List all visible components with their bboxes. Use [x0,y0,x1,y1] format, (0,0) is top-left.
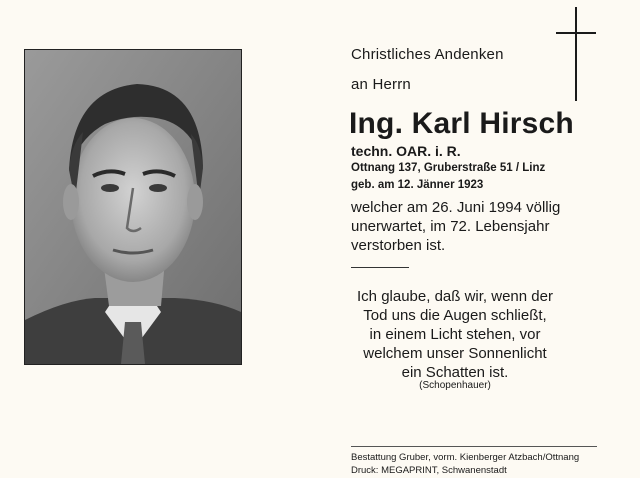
intro-line-2: an Herrn [351,76,411,93]
divider [351,267,409,268]
quote-line: in einem Licht stehen, vor [369,326,541,343]
portrait-image [25,50,241,364]
quote-author: (Schopenhauer) [419,380,491,391]
quote-line: Tod uns die Augen schließt, [363,307,547,324]
print-credit: Druck: MEGAPRINT, Schwanenstadt [351,465,507,476]
cross-vertical-bar [575,7,577,101]
cross-horizontal-bar [556,32,596,34]
death-notice [351,198,560,255]
death-notice-line: unerwartet, im 72. Lebensjahr [351,218,550,235]
death-notice-line: welcher am 26. Juni 1994 völlig [351,199,561,216]
deceased-title: techn. OAR. i. R. [351,143,461,159]
portrait-photo [24,49,242,365]
quote [340,287,570,382]
quote-line: ein Schatten ist. [401,364,509,381]
intro-line-1: Christliches Andenken [351,46,504,63]
deceased-name: Ing. Karl Hirsch [349,107,574,140]
latin-cross-icon [556,7,596,101]
birth-date: geb. am 12. Jänner 1923 [351,179,484,191]
quote-line: welchem unser Sonnenlicht [363,345,547,362]
quote-line: Ich glaube, daß wir, wenn der [357,288,553,305]
deceased-address: Ottnang 137, Gruberstraße 51 / Linz [351,162,546,174]
footer-divider [351,446,597,447]
funeral-home-credit: Bestattung Gruber, vorm. Kienberger Atzbach/Ottnang [351,452,580,463]
death-notice-line: verstorben ist. [351,237,446,254]
